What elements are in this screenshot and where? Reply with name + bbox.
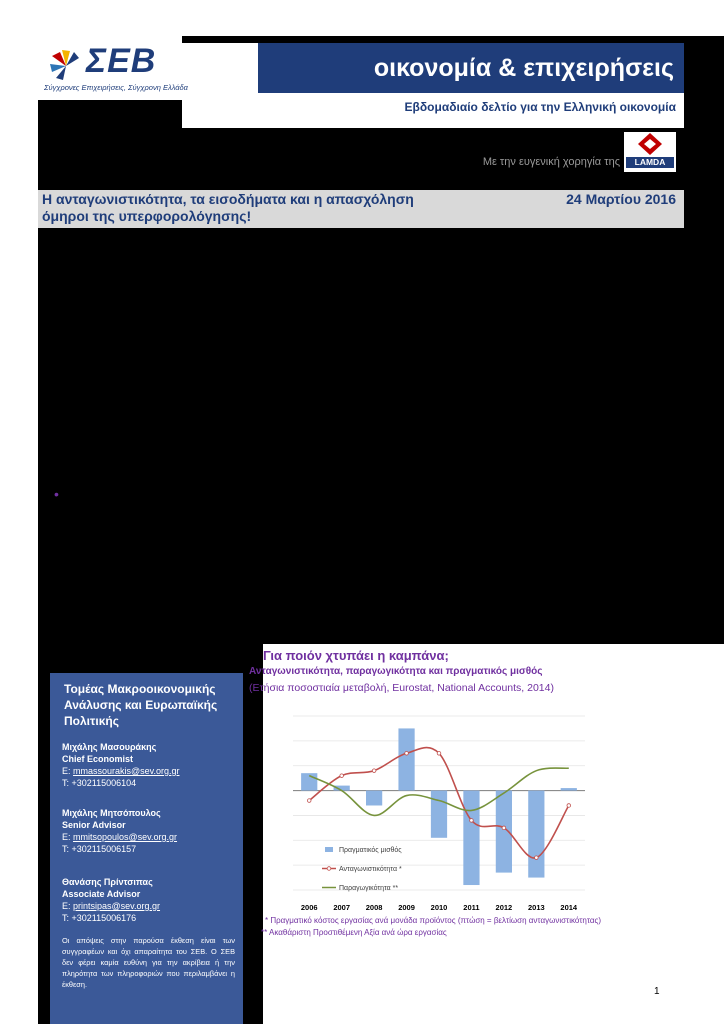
x-tick-label: 2006: [300, 903, 318, 912]
contact-block: [62, 741, 240, 789]
line-point-2006: [307, 799, 311, 803]
bar-2008: [366, 791, 382, 806]
legend-label: Πραγματικός μισθός: [339, 847, 402, 854]
sidebar-disclaimer: Οι απόψεις στην παρούσα έκθεση είναι των συγγραφέων και όχι απαραίτητα του ΣΕΒ. Ο ΣΕΒ δεν φέρει καμία ευθύνη για την ακρίβεια ή την πληρότητα των πληροφοριών που περιλαμβάνει η έκθεση.: [62, 936, 235, 989]
x-tick-label: 2007: [333, 903, 351, 912]
x-tick-label: 2014: [560, 903, 578, 912]
contact-name: Θανάσης Πρίντσιπας: [62, 877, 153, 887]
contact-block: [62, 807, 240, 855]
header-subtitle: Εβδομαδιαίο δελτίο για την Ελληνική οικονομία: [404, 100, 676, 114]
line-point-2008: [372, 769, 376, 773]
chart-subtitle: Ανταγωνιστικότητα, παραγωγικότητα και πραγματικός μισθός: [249, 666, 543, 677]
contact-phone: T: +302115006176: [62, 913, 137, 923]
sponsor-name: LAMDA: [626, 157, 674, 168]
chart-title: Για ποιόν χτυπάει η καμπάνα;: [263, 648, 449, 663]
x-tick-label: 2009: [398, 903, 415, 912]
bar-2010: [431, 791, 447, 838]
contact-role: Chief Economist: [62, 754, 134, 764]
email-label: E:: [62, 766, 74, 776]
article-title: Η ανταγωνιστικότητα, τα εισοδήματα και η απασχόληση όμηροι της υπερφορολόγησης!: [42, 191, 414, 224]
contact-email-link[interactable]: mmitsopoulos@sev.org.gr: [73, 832, 178, 842]
bar-2011: [463, 791, 479, 885]
sidebar-heading: Τομέας Μακροοικονομικής Ανάλυσης και Ευρωπαϊκής Πολιτικής: [64, 682, 218, 728]
chart-footnote: * Πραγματικό κόστος εργασίας ανά μονάδα προϊόντος (πτώση = βελτίωση ανταγωνιστικότητας): [265, 916, 602, 925]
x-tick-label: 2011: [463, 903, 480, 912]
x-tick-label: 2013: [527, 903, 545, 912]
x-tick-label: 2008: [365, 903, 383, 912]
contact-email-row: [62, 765, 240, 777]
contact-email-row: [62, 900, 240, 912]
email-label: E:: [62, 901, 74, 911]
contact-email-link[interactable]: mmassourakis@sev.org.gr: [73, 766, 180, 776]
bar-2013: [528, 791, 544, 878]
legend-label: Παραγωγικότητα **: [339, 885, 399, 892]
line-point-2012: [502, 826, 506, 830]
line-point-2013: [535, 856, 539, 860]
bar-2009: [398, 728, 414, 790]
contact-email-link[interactable]: printsipas@sev.org.gr: [73, 901, 161, 911]
chart-plot: [285, 704, 595, 916]
legend-swatch: [325, 847, 333, 852]
line-point-2011: [470, 819, 474, 823]
legend-marker: [327, 867, 331, 871]
contact-email-row: [62, 831, 240, 843]
bullet-point: •: [54, 486, 59, 502]
contact-name: Μιχάλης Μητσόπουλος: [62, 808, 161, 818]
page-number: 1: [654, 986, 660, 997]
bar-2014: [561, 788, 577, 790]
line-point-2010: [437, 751, 441, 755]
x-tick-label: 2010: [430, 903, 448, 912]
contact-sidebar: [50, 673, 243, 1024]
bar-2012: [496, 791, 512, 873]
line-point-2007: [340, 774, 344, 778]
article-date: 24 Μαρτίου 2016: [566, 191, 676, 207]
email-label: E:: [62, 832, 74, 842]
contact-name: Μιχάλης Μασουράκης: [62, 742, 157, 752]
line-point-2009: [405, 751, 409, 755]
sponsor-text: Με την ευγενική χορηγία της: [482, 156, 620, 168]
chart-footnote: ** Ακαθάριστη Προστιθέμενη Αξία ανά ώρα εργασίας: [261, 928, 447, 937]
contact-phone: T: +302115006157: [62, 844, 137, 854]
contact-block: [62, 876, 240, 924]
logo-tagline: Σύγχρονες Επιχειρήσεις, Σύγχρονη Ελλάδα: [44, 83, 188, 92]
contact-phone: T: +302115006104: [62, 778, 137, 788]
contact-role: Associate Advisor: [62, 889, 141, 899]
line-point-2014: [567, 804, 571, 808]
header-title: οικονομία & επιχειρήσεις: [373, 54, 674, 82]
chart-section: [249, 644, 724, 1024]
logo-wordmark: ΣΕΒ: [86, 42, 157, 80]
x-tick-label: 2012: [495, 903, 513, 912]
chart-subtitle-source: (Ετήσια ποσοστιαία μεταβολή, Eurostat, National Accounts, 2014): [249, 682, 554, 694]
legend-label: Ανταγωνιστικότητα *: [339, 866, 402, 873]
lamda-diamond-icon: [624, 132, 676, 158]
contact-role: Senior Advisor: [62, 820, 126, 830]
